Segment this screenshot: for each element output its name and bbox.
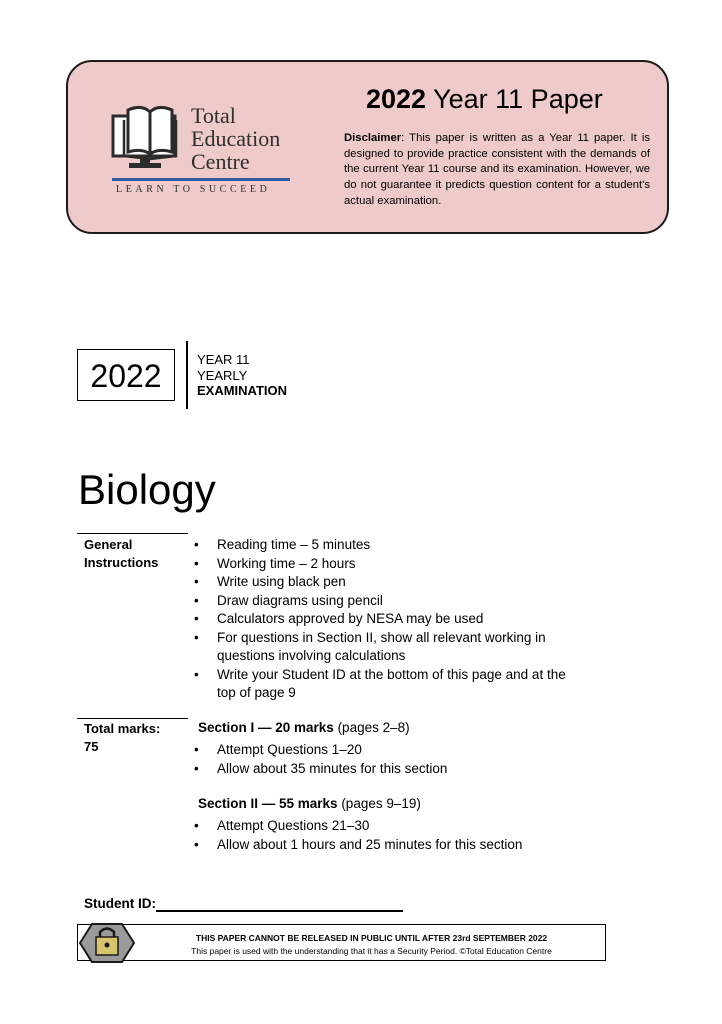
paper-year: 2022 — [366, 84, 427, 114]
section-2-pages: (pages 9–19) — [337, 796, 421, 811]
security-notice: This paper is used with the understanding that it has a Security Period. ©Total Education Centre — [191, 946, 552, 956]
section-1-pages: (pages 2–8) — [333, 720, 410, 735]
section-1-title: Section I — 20 marks — [198, 720, 334, 735]
student-id-label: Student ID: — [84, 896, 156, 911]
disclaimer-text: : This paper is written as a Year 11 paper. It is designed to provide practice consistent with the demands of the current Year 11 course and its examination. However, we do not guarantee it predicts question content for a student's actual examination. — [344, 132, 650, 207]
logo-line-2: Education — [191, 126, 281, 151]
security-footer — [77, 924, 606, 961]
exam-line-3: EXAMINATION — [197, 383, 288, 398]
section-1-item: • Allow about 35 minutes for this section — [192, 760, 572, 779]
section-2-heading — [198, 796, 421, 811]
instruction-item: • Write using black pen — [192, 573, 572, 592]
section-1-list — [192, 741, 572, 778]
subject-title: Biology — [78, 466, 216, 513]
student-id-field[interactable] — [156, 910, 403, 912]
section-2-item: • Attempt Questions 21–30 — [192, 817, 572, 836]
logo-rule — [112, 178, 290, 181]
section-2-list — [192, 817, 572, 854]
release-notice: THIS PAPER CANNOT BE RELEASED IN PUBLIC UNTIL AFTER 23rd SEPTEMBER 2022 — [195, 933, 548, 943]
instruction-item: • Working time – 2 hours — [192, 555, 572, 574]
section-2-item: • Allow about 1 hours and 25 minutes for this section — [192, 836, 572, 855]
general-rule — [77, 533, 188, 534]
total-marks-value: 75 — [84, 739, 99, 754]
section-1-heading — [198, 720, 410, 735]
disclaimer-label: Disclaimer — [344, 132, 402, 144]
brand-logo — [110, 104, 292, 196]
general-instructions-list — [192, 536, 572, 703]
instruction-item: • Write your Student ID at the bottom of this page and at the top of page 9 — [192, 666, 572, 703]
paper-title — [366, 84, 603, 115]
instruction-item: • Calculators approved by NESA may be used — [192, 610, 572, 629]
logo-line-1: Total — [191, 103, 236, 128]
paper-label: Year 11 Paper — [433, 84, 603, 114]
instruction-item: • For questions in Section II, show all relevant working in questions involving calculations — [192, 629, 572, 666]
exam-type — [197, 352, 287, 399]
exam-line-2: YEARLY — [197, 367, 248, 383]
instruction-item: • Reading time – 5 minutes — [192, 536, 572, 555]
logo-wordmark — [191, 104, 280, 173]
logo-tagline: LEARN TO SUCCEED — [116, 184, 271, 195]
section-2-title: Section II — 55 marks — [198, 796, 338, 811]
disclaimer — [344, 131, 650, 210]
general-label — [84, 536, 158, 572]
exam-year-box: 2022 — [77, 349, 175, 401]
marks-rule — [77, 718, 188, 719]
total-marks-text: Total marks: — [84, 721, 161, 736]
general-label-1: General — [84, 537, 133, 552]
padlock-icon — [78, 922, 136, 964]
general-label-2: Instructions — [84, 555, 159, 570]
section-1-item: • Attempt Questions 1–20 — [192, 741, 572, 760]
exam-line-1: YEAR 11 — [197, 352, 250, 367]
divider-bar — [186, 341, 188, 409]
instruction-item: • Draw diagrams using pencil — [192, 592, 572, 611]
logo-line-3: Centre — [191, 149, 250, 174]
total-marks-label — [84, 720, 160, 756]
book-monitor-icon — [110, 104, 190, 174]
